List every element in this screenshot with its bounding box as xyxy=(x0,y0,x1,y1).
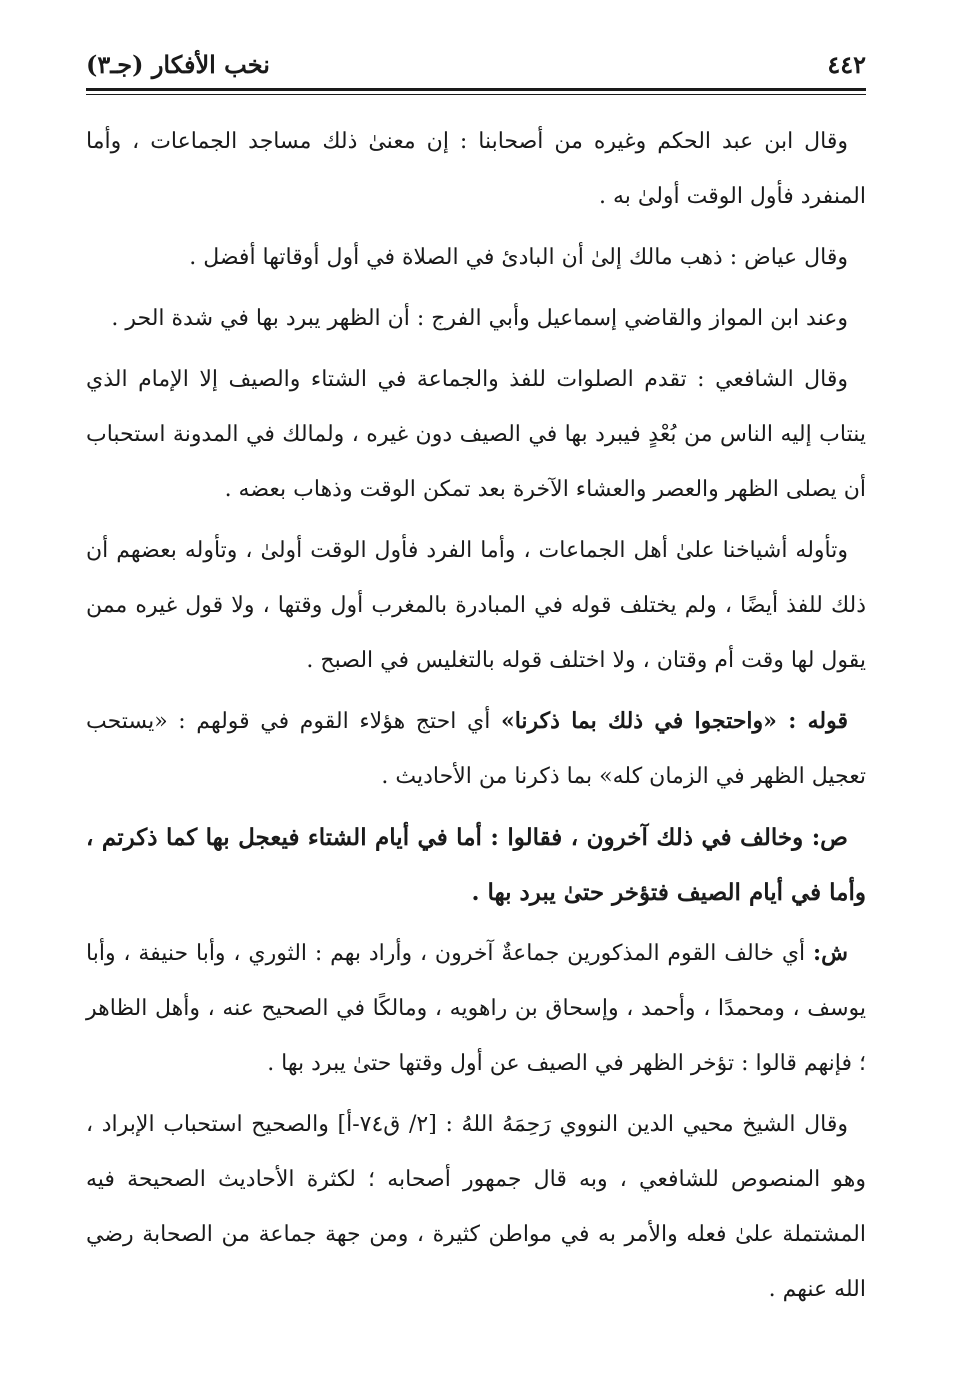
paragraph-7-matn xyxy=(86,810,866,920)
paragraph-7-text: ص: وخالف في ذلك آخرون ، فقالوا : أما في أيام الشتاء فيعجل بها كما ذكرتم ، وأما في أيام الصيف فتؤخر حتىٰ يبرد بها . xyxy=(86,824,866,906)
paragraph-2-text: وقال عياض : ذهب مالك إلىٰ أن البادئ في الصلاة في أول أوقاتها أفضل . xyxy=(189,245,848,270)
page-header xyxy=(86,42,866,88)
paragraph-5 xyxy=(86,523,866,688)
paragraph-9-text: وقال الشيخ محيي الدين النووي رَحِمَهُ اللهُ : [٢/ ق٧٤-أ] والصحيح استحباب الإبراد ، وهو المنصوص للشافعي ، وبه قال جمهور أصحابه ؛ لكثرة الأحاديث الصحيحة فيه المشتملة علىٰ فعله والأمر به في مواطن كثيرة ، ومن جهة جماعة من الصحابة رضي الله عنهم . xyxy=(86,1112,866,1302)
paragraph-2 xyxy=(86,230,866,285)
paragraph-4-text: وقال الشافعي : تقدم الصلوات للفذ والجماعة في الشتاء والصيف إلا الإمام الذي ينتاب إليه الناس من بُعْدٍ فيبرد بها في الصيف دون غيره ، ولمالك في المدونة استحباب أن يصلى الظهر والعصر والعشاء الآخرة بعد تمكن الوقت وذهاب بعضه . xyxy=(86,367,866,502)
running-title: نخب الأفكار (جـ٣) xyxy=(86,50,270,79)
paragraph-1 xyxy=(86,114,866,224)
paragraph-8-text: أي خالف القوم المذكورين جماعةٌ آخرون ، وأراد بهم : الثوري ، وأبا حنيفة ، وأبا يوسف ، ومحمدًا ، وأحمد ، وإسحاق بن راهويه ، ومالكًا في الصحيح عنه ، وأهل الظاهر ؛ فإنهم قالوا : تؤخر الظهر في الصيف عن أول وقتها حتىٰ يبرد بها . xyxy=(86,941,866,1076)
page-number: ٤٤٢ xyxy=(827,50,866,79)
paragraph-3 xyxy=(86,291,866,346)
header-rule-thin xyxy=(86,94,866,95)
paragraph-8-lead: ش: xyxy=(813,940,848,966)
header-rule-thick xyxy=(86,88,866,91)
paragraph-6 xyxy=(86,694,866,804)
paragraph-9 xyxy=(86,1097,866,1317)
paragraph-5-text: وتأوله أشياخنا علىٰ أهل الجماعات ، وأما الفرد فأول الوقت أولىٰ ، وتأوله بعضهم أن ذلك للفذ أيضًا ، ولم يختلف قوله في المبادرة بالمغرب أول وقتها ، ولا قول غيره ممن يقول لها وقت أم وقتان ، ولا اختلف قوله بالتغليس في الصبح . xyxy=(86,538,866,673)
paragraph-3-text: وعند ابن المواز والقاضي إسماعيل وأبي الفرج : أن الظهر يبرد بها في شدة الحر . xyxy=(111,306,848,331)
paragraph-8 xyxy=(86,926,866,1091)
body-text xyxy=(86,114,866,1317)
paragraph-6-text: أي احتج هؤلاء القوم في قولهم : «يستحب تعجيل الظهر في الزمان كله» بما ذكرنا من الأحاديث . xyxy=(86,709,866,789)
paragraph-6-lead: قوله : «واحتجوا في ذلك بما ذكرنا» xyxy=(500,708,848,734)
paragraph-4 xyxy=(86,352,866,517)
paragraph-1-text: وقال ابن عبد الحكم وغيره من أصحابنا : إن معنىٰ ذلك مساجد الجماعات ، وأما المنفرد فأول الوقت أولىٰ به . xyxy=(86,129,866,209)
